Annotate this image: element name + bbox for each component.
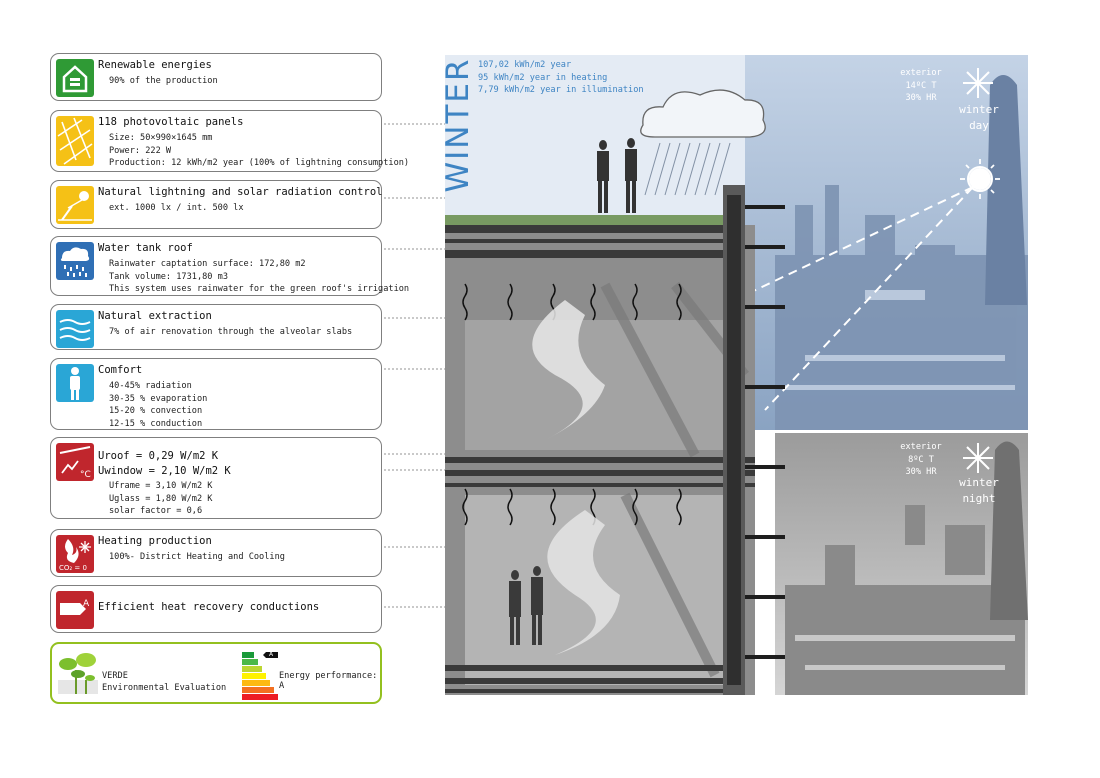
verde-subtitle: Environmental Evaluation	[102, 683, 227, 693]
card-line: 7% of air renovation through the alveolar slabs	[109, 327, 353, 337]
exterior-temp: 14ºC T	[905, 80, 937, 91]
co2-label: CO₂ = 0	[59, 564, 87, 572]
exterior-humidity: 30% HR	[905, 93, 937, 103]
card-lines	[109, 326, 352, 339]
card-lines	[109, 132, 409, 170]
card-line: Tank volume: 1731,80 m3	[109, 271, 228, 282]
connector-line	[384, 197, 446, 199]
air-flow-icon	[56, 310, 94, 348]
verde-text	[102, 670, 226, 694]
card-line: Uframe = 3,10 W/m2 K	[109, 481, 213, 491]
sun-shading-icon	[56, 186, 94, 224]
stat-line: 107,02 kWh/m2 year	[478, 60, 572, 70]
season-name: winter	[959, 476, 999, 489]
season-name: winter	[959, 103, 999, 116]
card-line: Rainwater captation surface: 172,80 m2	[109, 259, 306, 269]
card-line: This system uses rainwater for the green roof's irrigation	[109, 284, 410, 295]
thermal-icon	[56, 443, 94, 481]
heat-recovery-icon	[56, 591, 94, 629]
card-natural-extraction	[50, 304, 382, 350]
card-title: Comfort	[98, 364, 143, 376]
person-icon	[56, 364, 94, 402]
energy-rating-bars	[242, 652, 282, 702]
verde-title: VERDE	[102, 671, 128, 681]
card-lines	[109, 75, 218, 88]
exterior-temp: 8ºC T	[908, 454, 934, 465]
card-line: 30-35 % evaporation	[109, 393, 208, 404]
card-line: Size: 50×990×1645 mm	[109, 133, 213, 143]
card-line: Uglass = 1,80 W/m2 K	[109, 493, 213, 504]
exterior-day-conditions	[893, 67, 949, 105]
solar-panel-icon	[56, 116, 94, 166]
exterior-label: exterior	[900, 442, 942, 452]
card-heat-recovery	[50, 585, 382, 633]
card-renewable-energies	[50, 53, 382, 101]
card-line: Power: 222 W	[109, 145, 172, 156]
stat-line: 95 kWh/m2 year in heating	[478, 72, 608, 83]
card-lines	[109, 480, 212, 518]
stat-line: 7,79 kWh/m2 year in illumination	[478, 85, 644, 95]
card-title: 118 photovoltaic panels	[98, 116, 244, 128]
card-line: 90% of the production	[109, 76, 218, 86]
card-title: Efficient heat recovery conductions	[98, 601, 320, 613]
time-of-day: day	[969, 119, 989, 132]
card-title-uwindow: Uwindow = 2,10 W/m2 K	[98, 465, 231, 477]
winter-day-label	[950, 102, 1008, 134]
card-lines	[109, 258, 409, 296]
card-verde	[50, 642, 382, 704]
card-title: Renewable energies	[98, 59, 212, 71]
card-title	[98, 449, 231, 479]
card-thermal-transmittance	[50, 437, 382, 519]
card-line: solar factor = 0,6	[109, 506, 203, 517]
card-line: Production: 12 kWh/m2 year (100% of lightning consumption)	[109, 158, 410, 169]
plant-logo	[56, 650, 100, 696]
rain-cloud-icon	[56, 242, 94, 280]
energy-performance: Energy performance: A	[279, 671, 378, 691]
card-title: Water tank roof	[98, 242, 193, 254]
exterior-humidity: 30% HR	[905, 467, 937, 477]
card-lines	[109, 202, 244, 215]
exterior-night-conditions	[893, 441, 949, 479]
card-title-uroof: Uroof = 0,29 W/m2 K	[98, 450, 219, 462]
rating-arrow-label: A	[269, 651, 274, 658]
card-title: Heating production	[98, 535, 212, 547]
season-text: WINTER	[440, 57, 476, 193]
energy-stats	[478, 59, 644, 97]
card-water-tank-roof	[50, 236, 410, 296]
card-natural-lightning	[50, 180, 382, 229]
card-lines	[109, 551, 285, 564]
time-of-day: night	[962, 492, 996, 505]
card-line: ext. 1000 lx / int. 500 lx	[109, 203, 244, 213]
card-title: Natural extraction	[98, 310, 212, 322]
card-line: 40-45% radiation	[109, 381, 192, 391]
card-heating-production	[50, 529, 382, 577]
exterior-label: exterior	[900, 68, 942, 78]
flame-snowflake-icon	[56, 535, 94, 573]
building-section-diagram	[445, 55, 1028, 695]
svg-text:°C: °C	[80, 470, 91, 480]
card-comfort	[50, 358, 382, 430]
card-title: Natural lightning and solar radiation control	[98, 186, 383, 198]
season-label	[440, 55, 476, 195]
card-line: 12-15 % conduction	[109, 418, 203, 429]
card-photovoltaic-panels	[50, 110, 410, 172]
winter-night-label	[950, 475, 1008, 507]
card-line: 15-20 % convection	[109, 406, 203, 417]
green-house-icon	[56, 59, 94, 97]
card-lines	[109, 380, 207, 430]
card-line: 100%- District Heating and Cooling	[109, 552, 285, 562]
class-a-label: A	[83, 599, 90, 609]
